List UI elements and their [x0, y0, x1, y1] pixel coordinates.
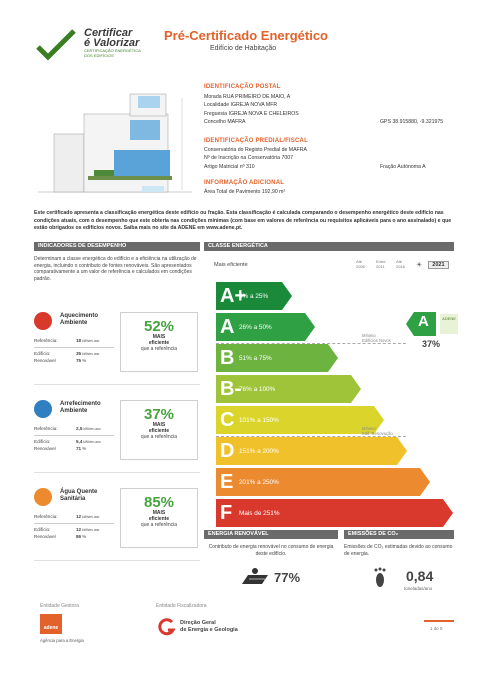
- indicator-divider: [34, 472, 200, 473]
- cooling-icon: [34, 400, 52, 418]
- energy-class-heading: CLASSE ENERGÉTICA: [204, 242, 454, 251]
- rating-arrow-aplus: A+ 0% a 25%: [216, 282, 292, 310]
- renewable-heading: ENERGIA RENOVÁVEL: [204, 530, 338, 539]
- emissions-text: Emissões de CO₂ estimadas devido ao consumo de energia.: [344, 544, 453, 557]
- document-title: Pré-Certificado Energético: [164, 28, 328, 43]
- result-letter: A: [418, 313, 429, 330]
- year-2021-selected: 2021: [428, 261, 448, 269]
- dgeg-logo-icon: [158, 618, 176, 641]
- min-renovation-line: [216, 436, 406, 437]
- min-renovation-label: Mínimo Edif. Renovação: [362, 426, 393, 436]
- indicator-values: Referência: 18 kWh/m².ano Edifício: 35 kWh/m².ano Renovável 75 %: [34, 338, 114, 364]
- rating-arrow-e: E 201% a 250%: [216, 468, 430, 496]
- property-id-block: Conservatória do Registo Predial de MAFRA Nº de Inscrição na Conservatória 7007 Artigo Matricial nº 310: [204, 147, 307, 170]
- lightbulb-icon: ☀: [416, 261, 423, 269]
- page-accent-line: [424, 620, 454, 622]
- min-new-buildings-line: [216, 343, 406, 344]
- adene-logo: adene: [40, 614, 62, 634]
- property-id-heading: IDENTIFICAÇÃO PREDIAL/FISCAL: [204, 138, 308, 144]
- year-2016: Até 2016: [396, 259, 405, 269]
- dgeg-name: Direção Geral de Energia e Geologia: [180, 620, 238, 633]
- floor-area: Área Total de Pavimento 192,90 m²: [204, 189, 286, 195]
- intro-paragraph: Este certificado apresenta a classificação energética deste edifício ou fração. Esta classificação é calculada comparando o desempenho energético deste edifício nas condições atuais, com o desempenho que este obteria nas condições mínimas (com base em valores de referência ou requisitos aplicáveis para o ano assinalado) e que estão obrigados os edifícios novos. Saiba mais no site da ADENE em www.adene.pt.: [34, 210, 452, 232]
- indicator-efficiency-box: 52% MAIS eficiente que a referência: [120, 312, 198, 372]
- indicator-efficiency-box: 37% MAIS eficiente que a referência: [120, 400, 198, 460]
- result-percentage: 37%: [422, 339, 441, 349]
- year-2011: Entre 2011: [376, 259, 386, 269]
- indicators-description: Determinam a classe energética do edifício e a eficiência na utilização de energia, incluindo o contributo de fontes renováveis. São apresentados comparativamente a um valor de referência e calculados em condições padrão.: [34, 256, 197, 282]
- rating-arrow-bminus: B- 76% a 100%: [216, 375, 361, 403]
- min-new-buildings-label: Mínimo Edifícios Novos: [362, 333, 391, 343]
- logo-title: Certificar é Valorizar: [84, 27, 140, 49]
- managing-entity-label: Entidade Gestora: [40, 603, 79, 609]
- postal-id-heading: IDENTIFICAÇÃO POSTAL: [204, 84, 281, 90]
- document-subtitle: Edifício de Habitação: [210, 45, 277, 52]
- adene-badge: ADENE: [440, 314, 458, 334]
- renewable-value: 77%: [274, 570, 301, 585]
- indicator-values: Referência: 2,5 kWh/m².ano Edifício: 5,4 kWh/m².ano Renovável 71 %: [34, 426, 114, 452]
- supervising-entity-label: Entidade Fiscalizadora: [156, 603, 207, 609]
- indicator-divider: [34, 560, 200, 561]
- rating-arrow-c: C 101% a 150%: [216, 406, 384, 434]
- indicators-heading: INDICADORES DE DESEMPENHO: [34, 242, 200, 251]
- indicator-title: Arrefecimento Ambiente: [60, 401, 101, 414]
- emissions-value: 0,84: [406, 568, 434, 584]
- emissions-unit: toneladas/ano: [404, 586, 433, 591]
- building-illustration: [34, 80, 196, 204]
- postal-id-block: Morada RUA PRIMEIRO DE MAIO, A Localidade IGREJA NOVA MFR Freguesia IGREJA NOVA E CHELEIROS Concelho MAFRA: [204, 94, 299, 126]
- rating-arrow-a: A 26% a 50%: [216, 313, 315, 341]
- page-number: 1 de 5: [430, 626, 443, 631]
- emissions-heading: EMISSÕES DE CO₂: [344, 530, 454, 539]
- reference-years: [356, 260, 449, 269]
- indicator-divider: [34, 384, 200, 385]
- indicator-title: Aquecimento Ambiente: [60, 313, 99, 326]
- year-2006: Até 2006: [356, 259, 365, 269]
- adene-subtitle: Agência para a Energia: [40, 638, 84, 643]
- most-efficient-label: Mais eficiente: [214, 262, 248, 268]
- footprint-icon: [372, 566, 388, 593]
- indicator-title: Água Quente Sanitária: [60, 489, 98, 502]
- renewable-text: Contributo de energia renovável no consumo de energia deste edifício.: [208, 544, 334, 557]
- extra-info-heading: INFORMAÇÃO ADICIONAL: [204, 180, 285, 186]
- rating-arrow-b: B 51% a 75%: [216, 344, 338, 372]
- solar-panel-icon: [240, 566, 270, 591]
- indicator-efficiency-box: 85% MAIS eficiente que a referência: [120, 488, 198, 548]
- heating-icon: [34, 312, 52, 330]
- indicator-values: Referência: 12 kWh/m².ano Edifício: 12 kWh/m².ano Renovável 86 %: [34, 514, 114, 540]
- logo-tagline: CERTIFICAÇÃO ENERGÉTICA DOS EDIFÍCIOS: [84, 48, 141, 58]
- fraction-label: Fração Autónoma A: [380, 164, 426, 170]
- rating-arrow-d: D 151% a 200%: [216, 437, 407, 465]
- gps-coordinates: GPS 38.915880, -9.321975: [380, 119, 444, 125]
- rating-arrow-f: F Mais de 251%: [216, 499, 453, 527]
- hot-water-icon: [34, 488, 52, 506]
